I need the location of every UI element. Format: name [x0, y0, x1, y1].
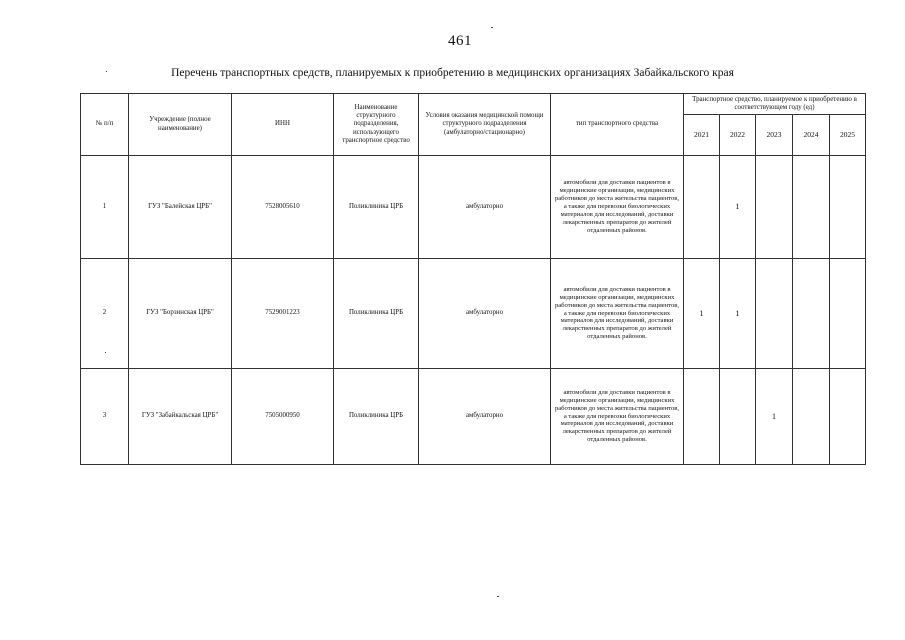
row-year-2024: [793, 156, 830, 259]
row-unit: Поликлиника ЦРБ: [334, 369, 419, 465]
row-year-2021: [684, 156, 720, 259]
header-year: 2025: [830, 115, 866, 156]
row-year-2021: [684, 369, 720, 465]
row-inn: 7505000950: [232, 369, 334, 465]
header-unit: Наименование структурного подразделения, использующего транспортное средство: [334, 94, 419, 156]
row-conditions: амбулаторно: [419, 259, 551, 369]
row-conditions: амбулаторно: [419, 156, 551, 259]
table-row: [81, 259, 866, 369]
row-conditions: амбулаторно: [419, 369, 551, 465]
row-year-2023: [756, 156, 793, 259]
row-year-2022: 1: [720, 259, 756, 369]
header-institution: Учреждение (полное наименование): [129, 94, 232, 156]
row-unit: Поликлиника ЦРБ: [334, 259, 419, 369]
header-year: 2021: [684, 115, 720, 156]
row-num: 1: [81, 156, 129, 259]
row-year-2021: 1: [684, 259, 720, 369]
page-title: Перечень транспортных средств, планируемых к приобретению в медицинских организациях Забайкальского края: [171, 67, 734, 79]
row-unit: Поликлиника ЦРБ: [334, 156, 419, 259]
speck-mark: [491, 27, 493, 28]
header-year: 2023: [756, 115, 793, 156]
row-num: 3: [81, 369, 129, 465]
row-vehicle-type: автомобили для доставки пациентов в медицинские организации, медицинских работников до места жительства пациентов, а также для перевозки биологических материалов для исследований, доставки лекарственных препаратов до жителей отдаленных районов.: [551, 259, 684, 369]
header-planned-group: Транспортное средство, планируемое к приобретению в соответствующем году (ед): [684, 94, 866, 115]
table-row: [81, 369, 866, 465]
header-year: 2022: [720, 115, 756, 156]
row-year-2023: 1: [756, 369, 793, 465]
row-vehicle-type: автомобили для доставки пациентов в медицинские организации, медицинских работников до места жительства пациентов, а также для перевозки биологических материалов для исследований, доставки лекарственных препаратов до жителей отдаленных районов.: [551, 369, 684, 465]
row-institution: ГУЗ "Забайкальская ЦРБ": [129, 369, 232, 465]
row-year-2025: [830, 259, 866, 369]
row-year-2025: [830, 156, 866, 259]
row-institution: ГУЗ "Балейская ЦРБ": [129, 156, 232, 259]
transport-plan-table: [80, 93, 866, 465]
row-inn: 7528005610: [232, 156, 334, 259]
header-inn: ИНН: [232, 94, 334, 156]
row-year-2024: [793, 369, 830, 465]
row-vehicle-type: автомобили для доставки пациентов в медицинские организации, медицинских работников до места жительства пациентов, а также для перевозки биологических материалов для исследований, доставки лекарственных препаратов до жителей отдаленных районов.: [551, 156, 684, 259]
row-institution: ГУЗ "Борзинская ЦРБ": [129, 259, 232, 369]
row-year-2024: [793, 259, 830, 369]
row-num: 2: [81, 259, 129, 369]
header-conditions: Условия оказания медицинской помощи структурного подразделения (амбулаторно/стационарно): [419, 94, 551, 156]
header-vehicle-type: тип транспортного средства: [551, 94, 684, 156]
speck-mark: [497, 596, 499, 597]
row-year-2023: [756, 259, 793, 369]
row-inn: 7529001223: [232, 259, 334, 369]
row-year-2025: [830, 369, 866, 465]
header-num: № п/п: [81, 94, 129, 156]
row-year-2022: 1: [720, 156, 756, 259]
header-year: 2024: [793, 115, 830, 156]
row-year-2022: [720, 369, 756, 465]
table-row: [81, 156, 866, 259]
page-number: 461: [448, 33, 472, 49]
